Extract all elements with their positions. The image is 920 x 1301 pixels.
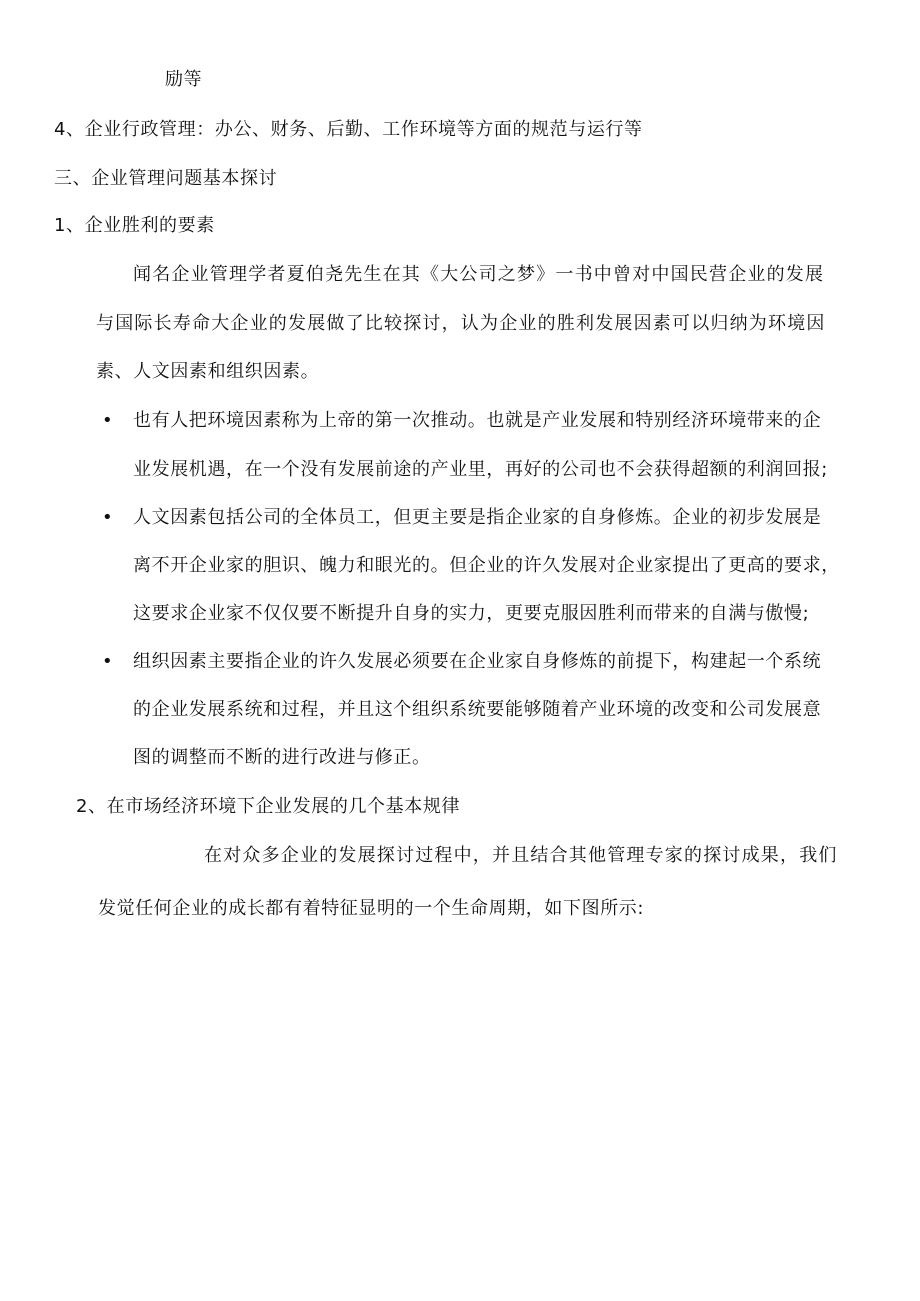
bullet-2-line-3: 这要求企业家不仅仅要不断提升自身的实力，更要克服因胜利而带来的自满与傲慢; [133, 603, 810, 624]
paragraph-1-line-1: 闻名企业管理学者夏伯尧先生在其《大公司之梦》一书中曾对中国民营企业的发展 [133, 264, 825, 285]
bullet-3-line-2: 的企业发展系统和过程，并且这个组织系统要能够随着产业环境的改变和公司发展意 [133, 699, 822, 720]
bullet-2: • [102, 507, 113, 528]
paragraph-2-line-1: 在对众多企业的发展探讨过程中，并且结合其他管理专家的探讨成果，我们 [204, 845, 838, 866]
text-line-continuation: 励等 [165, 69, 203, 90]
bullet-1: • [102, 410, 113, 431]
bullet-1-line-1: 也有人把环境因素称为上帝的第一次推动。也就是产业发展和特别经济环境带来的企 [133, 410, 822, 431]
section-heading-3: 三、企业管理问题基本探讨 [54, 168, 278, 189]
list-item-admin-management: 4、企业行政管理：办公、财务、后勤、工作环境等方面的规范与运行等 [54, 119, 643, 140]
bullet-3-line-3: 图的调整而不断的进行改进与修正。 [133, 747, 431, 768]
bullet-3-line-1: 组织因素主要指企业的许久发展必须要在企业家自身修炼的前提下，构建起一个系统 [133, 651, 822, 672]
paragraph-1-line-2: 与国际长寿命大企业的发展做了比较探讨，认为企业的胜利发展因素可以归纳为环境因 [96, 313, 826, 334]
subsection-heading-1: 1、企业胜利的要素 [54, 215, 215, 236]
bullet-1-line-2: 业发展机遇，在一个没有发展前途的产业里，再好的公司也不会获得超额的利润回报; [133, 459, 828, 480]
bullet-3: • [102, 651, 113, 672]
paragraph-1-line-3: 素、人文因素和组织因素。 [96, 361, 320, 382]
bullet-2-line-2: 离不开企业家的胆识、魄力和眼光的。但企业的许久发展对企业家提出了更高的要求， [133, 555, 840, 576]
bullet-2-line-1: 人文因素包括公司的全体员工，但更主要是指企业家的自身修炼。企业的初步发展是 [133, 507, 822, 528]
paragraph-2-line-2: 发觉任何企业的成长都有着特征显明的一个生命周期，如下图所示: [98, 898, 645, 919]
subsection-heading-2: 2、在市场经济环境下企业发展的几个基本规律 [76, 796, 461, 817]
